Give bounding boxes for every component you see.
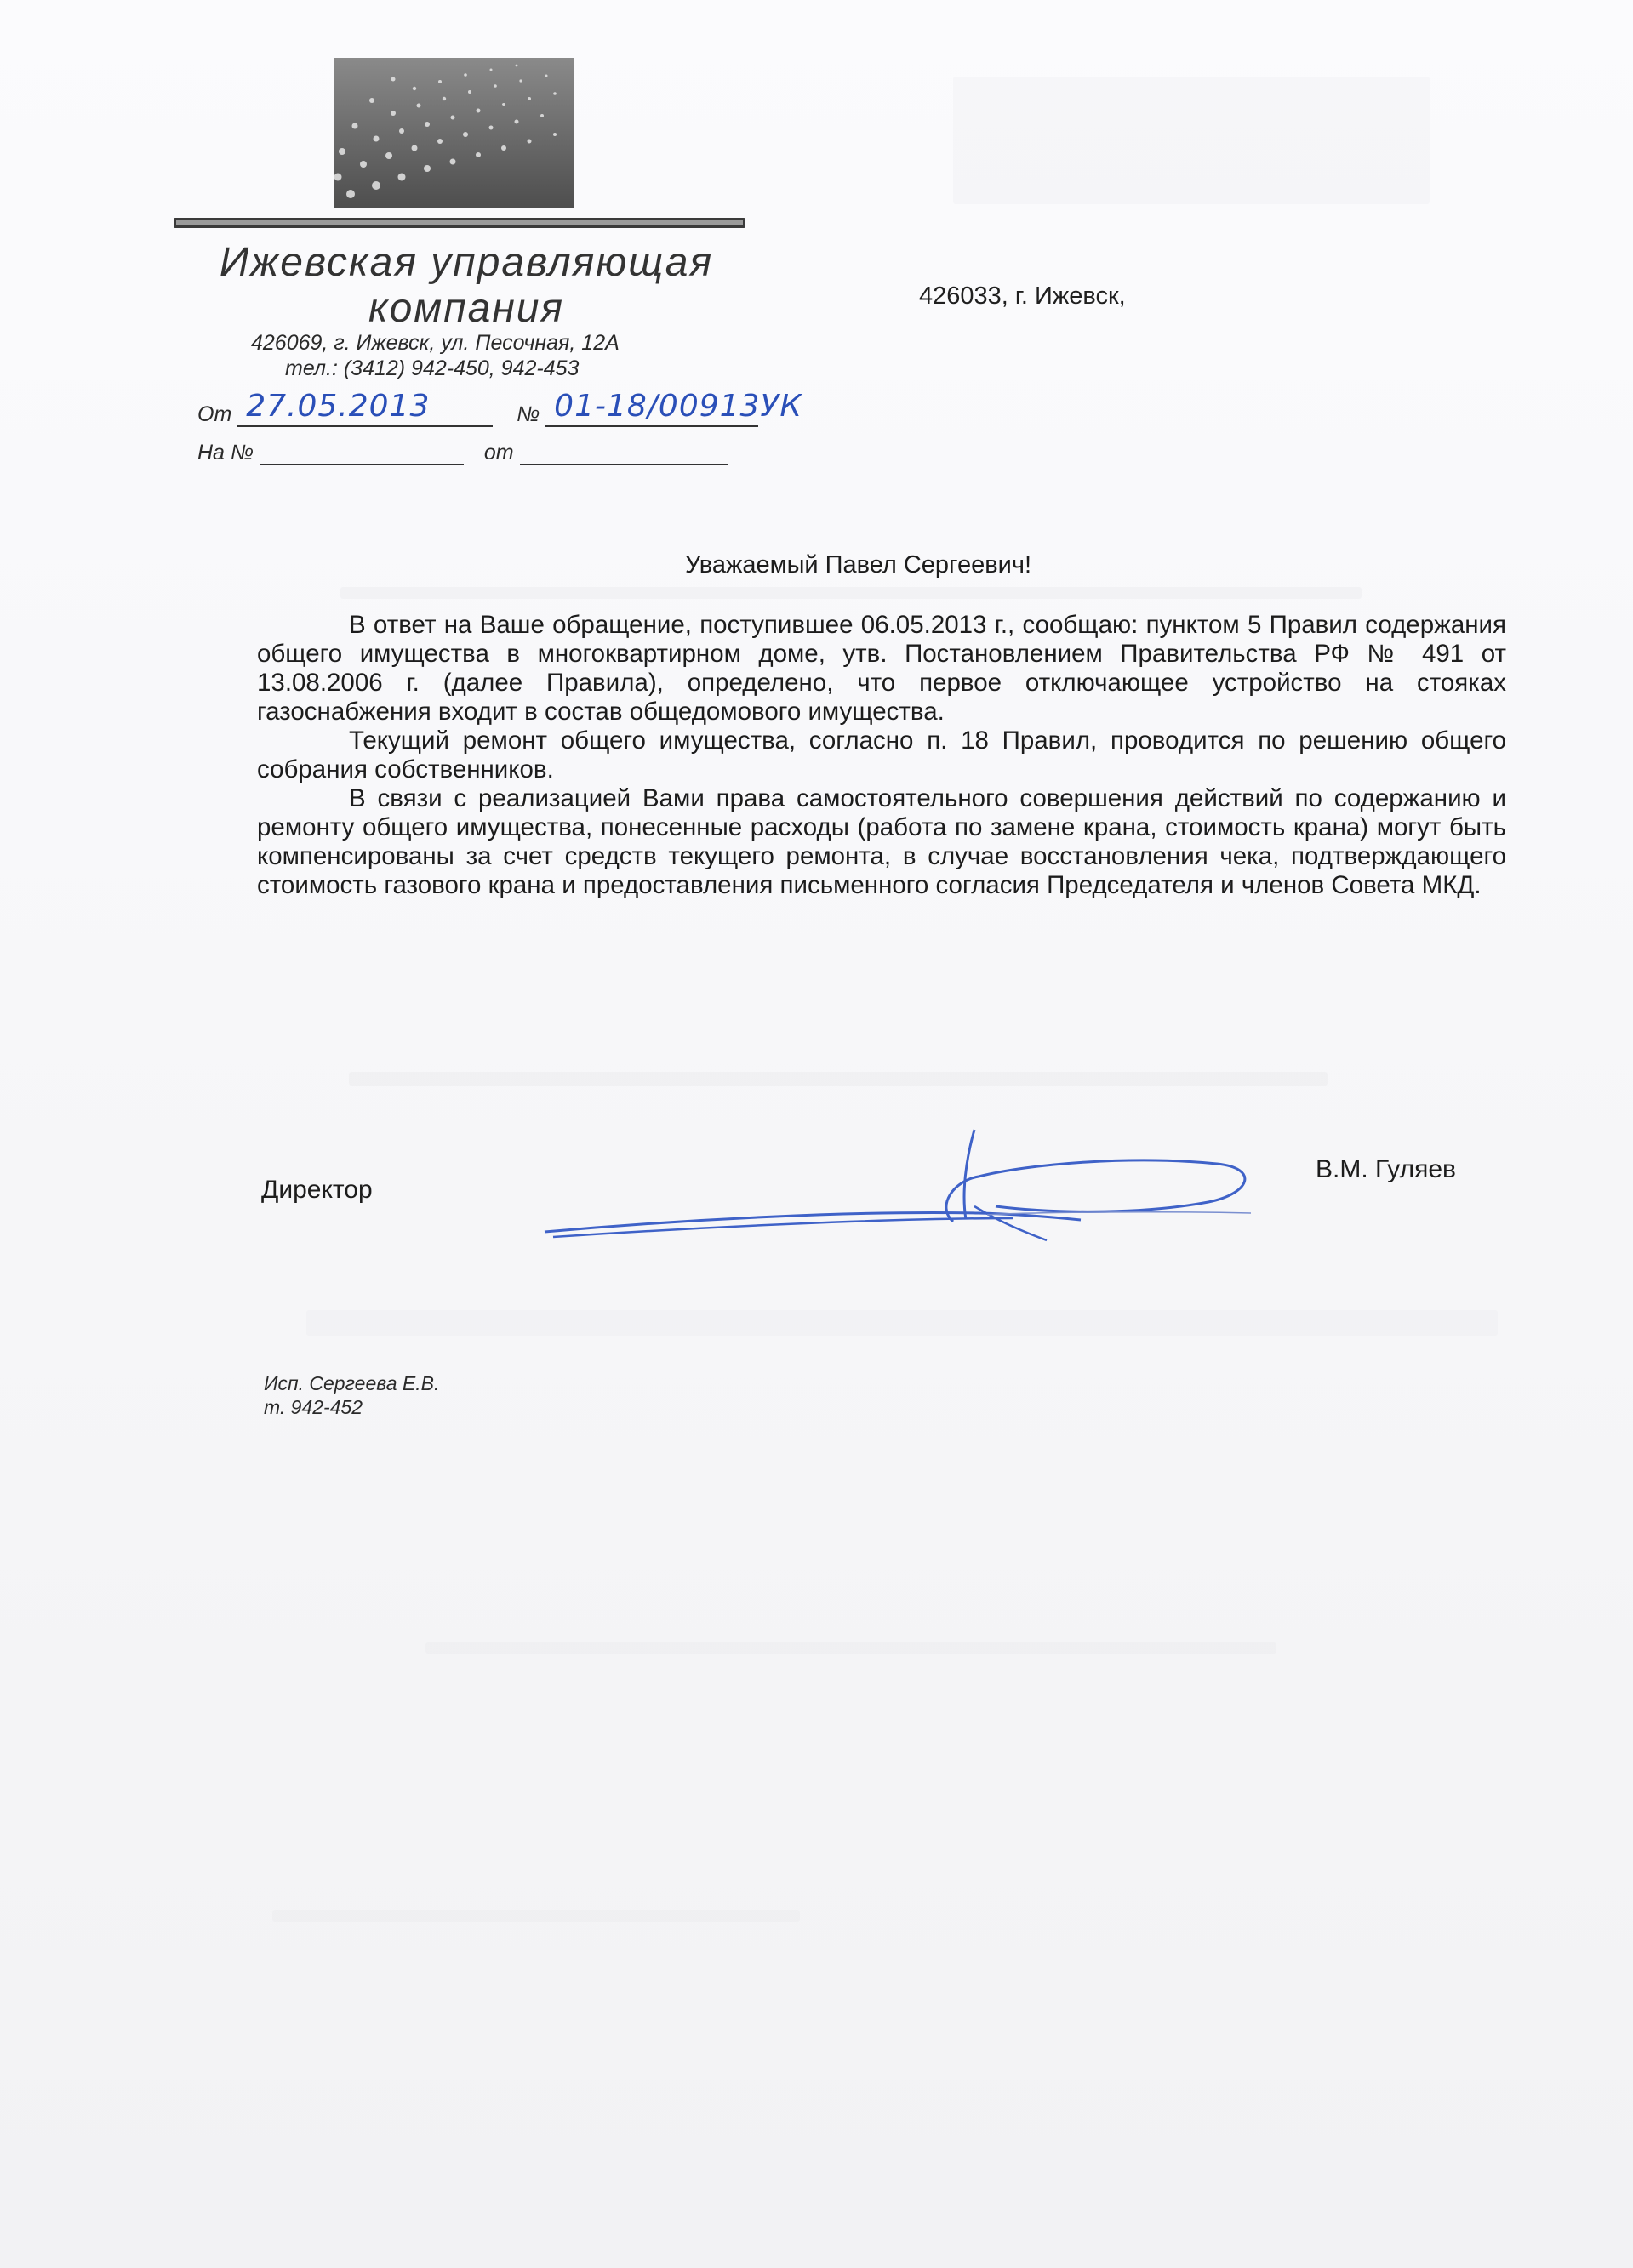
number-line — [545, 389, 802, 427]
signer-name: В.М. Гуляев — [1316, 1155, 1456, 1183]
recipient-address: 426033, г. Ижевск, — [919, 282, 1126, 310]
letterhead-divider — [174, 218, 745, 228]
reply-date-line — [520, 443, 728, 465]
signer-position: Директор — [261, 1176, 373, 1204]
scan-ghost — [306, 1310, 1498, 1336]
reply-number-line — [260, 443, 464, 465]
executor-name: Исп. Сергеева Е.В. — [264, 1372, 440, 1394]
body-paragraph: Текущий ремонт общего имущества, согласно п. 18 Правил, проводится по решению общего собрания собственников. — [257, 727, 1506, 784]
scan-ghost — [272, 1910, 800, 1922]
company-address: 426069, г. Ижевск, ул. Песочная, 12А — [251, 331, 620, 355]
letter-body — [257, 611, 1506, 900]
scan-ghost — [953, 77, 1430, 204]
company-name-line2: компания — [368, 286, 565, 331]
handwritten-number: 01-18/00913УК — [554, 389, 802, 424]
outgoing-ref-row — [197, 389, 802, 427]
body-paragraph: В ответ на Ваше обращение, поступившее 06.05.2013 г., сообщаю: пунктом 5 Правил содержания общего имущества в многоквартирном доме, утв. Постановлением Правительства РФ № 491 от 13.08.2006 г. (далее Правила), определено, что первое отключающее устройство на стояках газоснабжения входит в состав общедомового имущества. — [257, 611, 1506, 726]
reply-ref-row — [197, 441, 728, 465]
scan-ghost — [349, 1072, 1328, 1086]
scan-ghost — [340, 587, 1362, 599]
company-logo — [334, 58, 574, 208]
date-line — [237, 389, 493, 427]
handwritten-date: 27.05.2013 — [246, 389, 431, 424]
reply-date-label: от — [483, 441, 514, 464]
reply-number-label: На № — [197, 441, 254, 464]
company-name — [168, 240, 764, 332]
executor-phone: т. 942-452 — [264, 1396, 363, 1418]
company-contacts — [251, 330, 620, 381]
company-phone: тел.: (3412) 942-450, 942-453 — [285, 356, 580, 380]
salutation: Уважаемый Павел Сергеевич! — [684, 551, 1032, 578]
handwritten-signature — [536, 1113, 1268, 1249]
company-name-line1: Ижевская управляющая — [219, 240, 714, 285]
scan-ghost — [425, 1642, 1276, 1654]
date-label: От — [197, 402, 232, 426]
executor-info — [264, 1371, 439, 1419]
body-paragraph: В связи с реализацией Вами права самостоятельного совершения действий по содержанию и ремонту общего имущества, понесенные расходы (работа по замене крана, стоимость крана) могут быть компенсированы за счет средств текущего ремонта, в случае восстановления чека, подтверждающего стоимость газового крана и предоставления письменного согласия Председателя и членов Совета МКД. — [257, 784, 1506, 899]
number-label: № — [517, 402, 540, 426]
